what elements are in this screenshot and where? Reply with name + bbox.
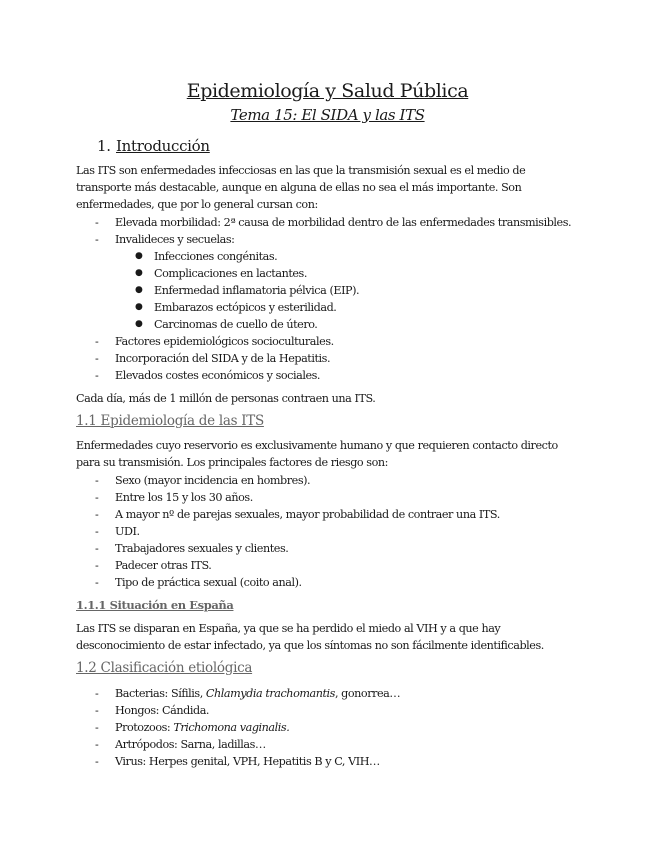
spain-paragraph: Las ITS se disparan en España, ya que se ha perdido el miedo al VIH y a que hay desconocimiento de estar infectado, ya que los síntomas no son fácilmente identificables. xyxy=(76,622,544,652)
bullet-marker: ● xyxy=(135,285,143,295)
subsection-heading-epidemiologia: 1.1 Epidemiología de las ITS xyxy=(76,413,264,429)
dash-marker: - xyxy=(95,721,99,734)
dash-marker: - xyxy=(95,559,99,572)
document-page: Epidemiología y Salud Pública Tema 15: El SIDA y las ITS 1. Introducción Las ITS son enfermedades infecciosas en las que la transmisión sexual es el medio de transporte más destacable, aunque en alguna de ellas no sea el más importante. Son enfermedades, que por lo general cursan con: - Elevada morbilidad: 2ª causa de morbilidad dentro de las enfermedades transmisibles. - Invalideces y secuelas: ● Infecciones congénitas. ● Complicaciones en lactantes. ● Enfermedad inflamatoria pélvica (EIP). ● Embarazos ectópicos y esterilidad. ● Carcinomas de cuello de útero. - Factores epidemiológicos socioculturales. - Incorporación del SIDA y de la Hepatitis. - Elevados costes económicos y sociales. Cada día, más de 1 millón de personas contraen una ITS. 1.1 Epidemiología de las ITS Enfermedades cuyo reservorio es exclusivamente humano y que requieren contacto directo para su transmisión. Los principales factores de riesgo son: - Sexo (mayor incidencia en hombres). - Entre los 15 y los 30 años. - A mayor nº de parejas sexuales, mayor probabilidad de contraer una ITS. - UDI. - Trabajadores sexuales y clientes. - Padecer otras ITS. - Tipo de práctica sexual (coito anal). 1.1.1 Situación en España Las ITS se disparan en España, ya que se ha perdido el miedo al VIH y a que hay desconocimiento de estar infectado, ya que los síntomas no son fácilmente identificables. 1.2 Clasificación etiológica - Bacterias: Sífilis, Chlamydia trachomantis, gonorrea… - Hongos: Cándida. - Protozoos: Trichomona vaginalis. - Artrópodos: Sarna, ladillas… - Virus: Herpes genital, VPH, Hepatitis B y C, VIH… xyxy=(0,0,655,848)
dash-marker: - xyxy=(95,508,99,521)
dash-marker: - xyxy=(95,352,99,365)
bullet-marker: ● xyxy=(135,319,143,329)
dash-marker: - xyxy=(95,525,99,538)
dash-marker: - xyxy=(95,687,99,700)
dash-marker: - xyxy=(95,542,99,555)
dash-marker: - xyxy=(95,704,99,717)
section-1-heading xyxy=(97,136,210,156)
bullet-marker: ● xyxy=(135,302,143,312)
document-subtitle: Tema 15: El SIDA y las ITS xyxy=(230,106,425,124)
epidemiology-paragraph: Enfermedades cuyo reservorio es exclusivamente humano y que requieren contacto directo para su transmisión. Los principales factores de riesgo son: xyxy=(76,439,558,469)
dash-marker: - xyxy=(95,738,99,751)
bullet-marker: ● xyxy=(135,251,143,261)
document-title: Epidemiología y Salud Pública xyxy=(186,80,469,102)
closing-paragraph: Cada día, más de 1 millón de personas contraen una ITS. xyxy=(76,392,376,405)
dash-marker: - xyxy=(95,491,99,504)
bullet-marker: ● xyxy=(135,268,143,278)
dash-marker: - xyxy=(95,369,99,382)
subsubsection-heading-espana: 1.1.1 Situación en España xyxy=(76,598,234,612)
dash-marker: - xyxy=(95,335,99,348)
dash-marker: - xyxy=(95,755,99,768)
intro-paragraph: Las ITS son enfermedades infecciosas en las que la transmisión sexual es el medio de transporte más destacable, aunque en alguna de ellas no sea el más importante. Son enfermedades, que por lo general cursan con: xyxy=(76,164,526,211)
dash-marker: - xyxy=(95,576,99,589)
dash-marker: - xyxy=(95,474,99,487)
section-number: 1. xyxy=(97,137,111,155)
dash-marker: - xyxy=(95,216,99,229)
subsection-heading-clasificacion: 1.2 Clasificación etiológica xyxy=(76,660,253,676)
section-title: Introducción xyxy=(116,137,210,155)
dash-marker: - xyxy=(95,233,99,246)
